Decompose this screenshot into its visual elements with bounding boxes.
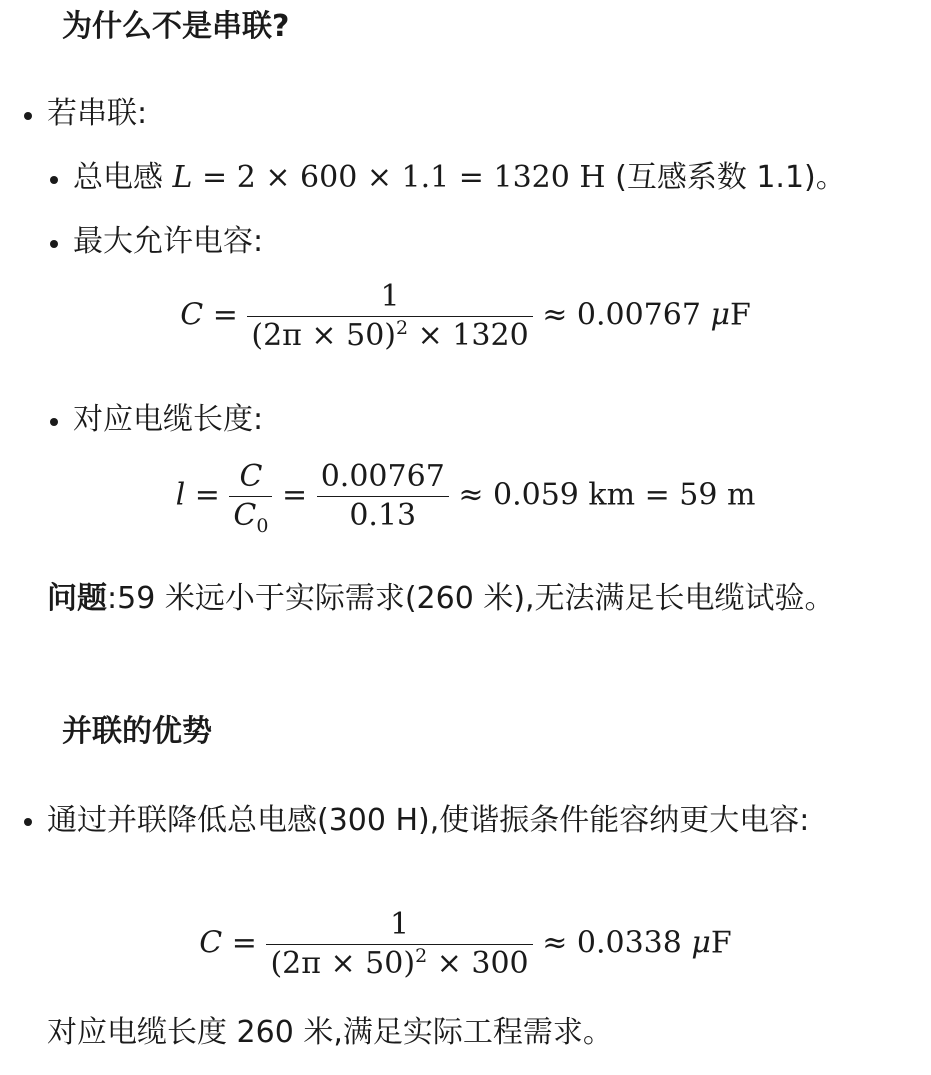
fraction: $\frac{0.00767}{0.13}$ (317, 462, 449, 531)
inductance-suffix: (互感系数 1.1)。 (615, 160, 846, 195)
parallel-bullet-text: 通过并联降低总电感(300 H),使谐振条件能容纳更大电容: (47, 803, 810, 838)
bullet-dot (24, 818, 32, 826)
sub-bullet-inductance (73, 160, 846, 195)
fraction: $\frac{1}{(2\pi \times 50)^2 \times 1320}$ (247, 282, 532, 351)
section-heading-parallel: 并联的优势 (62, 714, 212, 749)
inductance-prefix: 总电感 (73, 160, 163, 195)
problem-paragraph (47, 576, 917, 622)
problem-label: 问题 (47, 581, 107, 616)
sub-bullet-dot (50, 418, 58, 426)
fraction: $\frac{1}{(2\pi \times 50)^2 \times 300}$ (266, 910, 532, 979)
section-heading-series: 为什么不是串联? (62, 9, 290, 44)
formula-capacitance-parallel: C = $\frac{1}{(2\pi \times 50)^2 \times 300}$ ≈ 0.0338 μF (199, 907, 732, 981)
bullet-dot (24, 112, 32, 120)
fraction: $\frac{C}{C_0}$ (229, 462, 272, 531)
conclusion-text: 对应电缆长度 260 米,满足实际工程需求。 (47, 1015, 613, 1050)
sub-bullet-dot (50, 176, 58, 184)
formula-capacitance-series: C = $\frac{1}{(2\pi \times 50)^2 \times 1320}$ ≈ 0.00767 μF (180, 279, 751, 353)
sub-bullet-dot (50, 240, 58, 248)
problem-text: :59 米远小于实际需求(260 米),无法满足长电缆试验。 (107, 581, 835, 616)
inductance-formula: L = 2 × 600 × 1.1 = 1320 H (172, 160, 606, 195)
series-bullet-text: 若串联: (47, 96, 148, 131)
sub-bullet-cable-length: 对应电缆长度: (73, 402, 264, 437)
formula-cable-length: l = $\frac{C}{C_0}$ = $\frac{0.00767}{0.13}$ ≈ 0.059 km = 59 m (175, 459, 756, 537)
sub-bullet-max-capacitance: 最大允许电容: (73, 224, 264, 259)
